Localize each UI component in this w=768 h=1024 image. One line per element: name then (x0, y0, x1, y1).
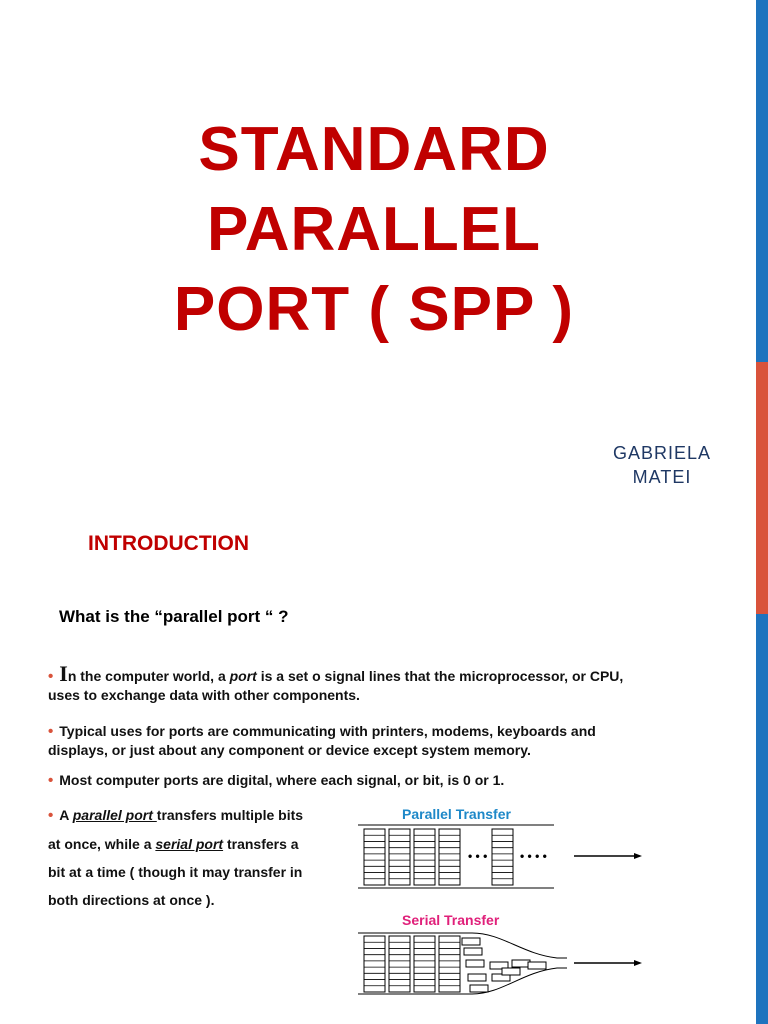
parallel-ellipsis-1: • • • (468, 849, 488, 863)
author-last-name: MATEI (632, 467, 692, 487)
bullet-marker: • (48, 772, 54, 789)
serial-block-1 (364, 936, 385, 992)
serial-bit-5 (470, 985, 488, 992)
question-text: What is the “parallel port “ ? (59, 607, 289, 626)
serial-bit-1 (462, 938, 480, 945)
parallel-block-1 (364, 829, 385, 885)
accent-bar-top (756, 0, 768, 362)
serial-bit-3 (466, 960, 484, 967)
dropcap-letter: I (59, 661, 68, 686)
parallel-port-term: parallel port (72, 807, 157, 823)
accent-bar-middle (756, 362, 768, 614)
bullet-3-text: Most computer ports are digital, where each signal, or bit, is 0 or 1. (59, 772, 505, 788)
accent-bar-bottom (756, 614, 768, 1024)
section-heading: INTRODUCTION (88, 532, 249, 555)
transfer-diagram-svg (352, 802, 652, 1002)
parallel-block-2 (389, 829, 410, 885)
bullet-4-text-c: transfers a bit at a time ( though it may transfer in both directions at once ). (48, 836, 303, 908)
parallel-data-blocks (364, 829, 513, 885)
bullet-3 (48, 771, 658, 790)
bullet-1 (48, 661, 658, 705)
transfer-diagram (352, 802, 652, 1002)
parallel-block-3 (414, 829, 435, 885)
author-first-name: GABRIELA (612, 443, 712, 463)
serial-bit-4 (468, 974, 486, 981)
serial-bit-9 (512, 960, 530, 967)
parallel-block-4 (439, 829, 460, 885)
serial-block-3 (414, 936, 435, 992)
slide-title (60, 110, 688, 350)
bullet-2-text: Typical uses for ports are communicating with printers, modems, keyboards and displays, or just about any component or device except system memory. (48, 723, 596, 758)
bullet-marker: • (48, 723, 54, 740)
parallel-block-5 (492, 829, 513, 885)
serial-bit-10 (528, 962, 546, 969)
serial-port-term: serial port (155, 836, 224, 852)
bullet-4 (48, 801, 318, 914)
serial-bit-8 (502, 968, 520, 975)
serial-data-blocks (364, 936, 546, 992)
serial-block-2 (389, 936, 410, 992)
bullet-1-text-a: n the computer world, a (67, 668, 230, 684)
parallel-arrow-head (634, 853, 642, 859)
author-name (600, 441, 724, 489)
bullet-4-text-a: A (59, 807, 73, 823)
port-term: port (229, 668, 257, 684)
bullet-marker: • (48, 807, 54, 824)
bullet-2 (48, 722, 658, 760)
bullet-4-text-b: transfers multiple bits at once, while a (48, 807, 304, 852)
serial-bit-2 (464, 948, 482, 955)
title-line-3: PORT ( SPP ) (173, 275, 575, 344)
title-line-2: PARALLEL (206, 195, 542, 264)
serial-block-4 (439, 936, 460, 992)
serial-arrow-head (634, 960, 642, 966)
title-line-1: STANDARD (198, 115, 550, 184)
bullet-1-text-b: is a set o signal lines that the microprocessor, or CPU, uses to exchange data with other components. (48, 668, 624, 703)
parallel-transfer-label: Parallel Transfer (402, 806, 511, 822)
parallel-ellipsis-2: • • • • (520, 849, 547, 863)
bullet-marker: • (48, 668, 54, 685)
serial-transfer-label: Serial Transfer (402, 912, 500, 928)
